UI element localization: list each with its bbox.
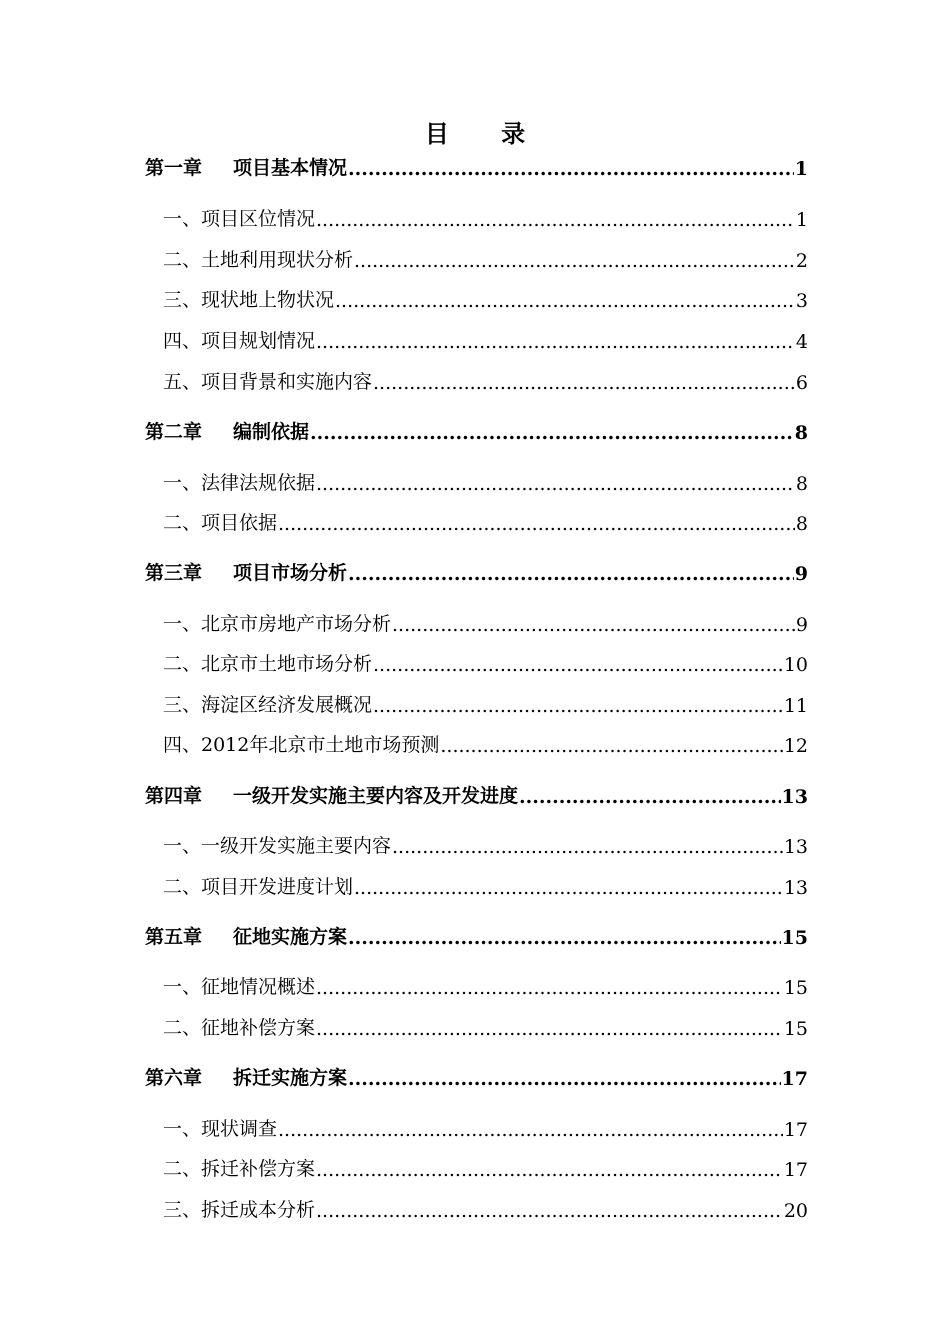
dot-leader [316,977,783,999]
toc-section[interactable] [163,244,808,272]
section-title: 二、北京市土地市场分析 [163,653,373,675]
section-title: 三、拆迁成本分析 [163,1199,316,1221]
page-number: 8 [794,422,808,444]
section-title: 一、北京市房地产市场分析 [163,613,392,635]
page-number: 17 [781,1068,808,1090]
dot-leader [373,372,795,394]
toc-section[interactable] [163,729,808,757]
dot-leader [373,654,783,676]
toc-chapter-1[interactable] [145,152,808,180]
page-number: 4 [795,331,808,353]
section-title: 三、现状地上物状况 [163,289,335,311]
toc-title: 目 录 [424,119,548,148]
dot-leader [316,331,795,353]
dot-leader [278,1119,783,1141]
toc-section[interactable] [163,467,808,495]
toc-chapter-3[interactable] [145,557,808,585]
toc-section[interactable] [163,1012,808,1040]
chapter-title: 征地实施方案 [233,926,348,948]
page-number: 13 [783,877,808,899]
page-number: 10 [783,654,808,676]
dot-leader [519,786,781,808]
page-number: 13 [781,786,808,808]
dot-leader [354,877,783,899]
page-number: 17 [783,1159,808,1181]
page-number: 12 [783,735,808,757]
toc-chapter-2[interactable] [145,416,808,444]
page-number: 13 [783,836,808,858]
page-number: 1 [794,158,808,180]
toc-section[interactable] [163,871,808,899]
page-number: 15 [781,927,808,949]
chapter-number: 第六章 [145,1067,203,1089]
dot-leader [316,473,795,495]
toc-section[interactable] [163,507,808,535]
section-title: 二、土地利用现状分析 [163,249,354,271]
dot-leader [316,1018,783,1040]
toc-chapter-5[interactable] [145,921,808,949]
page-number: 8 [795,513,808,535]
chapter-number: 第一章 [145,157,203,179]
toc-section[interactable] [163,1113,808,1141]
dot-leader [310,422,794,444]
page-number: 17 [783,1119,808,1141]
chapter-number: 第三章 [145,562,203,584]
dot-leader [392,614,795,636]
dot-leader [392,836,783,858]
dot-leader [316,1200,783,1222]
section-title: 五、项目背景和实施内容 [163,371,373,393]
page-number: 3 [795,290,808,312]
toc-section[interactable] [163,366,808,394]
toc-chapter-4[interactable] [145,780,808,808]
page-number: 15 [783,977,808,999]
section-title: 四、2012年北京市土地市场预测 [163,734,440,756]
section-title: 一、征地情况概述 [163,976,316,998]
chapter-title: 一级开发实施主要内容及开发进度 [233,785,519,807]
toc-section[interactable] [163,971,808,999]
section-title: 二、项目开发进度计划 [163,876,354,898]
chapter-number: 第四章 [145,785,203,807]
chapter-title: 拆迁实施方案 [233,1067,348,1089]
toc-section[interactable] [163,203,808,231]
page-number: 2 [795,250,808,272]
dot-leader [278,513,795,535]
dot-leader [316,1159,783,1181]
toc-chapter-6[interactable] [145,1062,808,1090]
dot-leader [335,290,795,312]
page-number: 15 [783,1018,808,1040]
section-title: 一、法律法规依据 [163,472,316,494]
section-title: 四、项目规划情况 [163,330,316,352]
page-number: 9 [794,563,808,585]
toc-section[interactable] [163,325,808,353]
page-number: 9 [795,614,808,636]
chapter-number: 第二章 [145,421,203,443]
section-title: 二、征地补偿方案 [163,1017,316,1039]
toc-section[interactable] [163,830,808,858]
dot-leader [348,158,794,180]
chapter-title: 编制依据 [233,421,310,443]
dot-leader [348,563,794,585]
toc-section[interactable] [163,689,808,717]
page-number: 8 [795,473,808,495]
toc-section[interactable] [163,608,808,636]
chapter-title: 项目市场分析 [233,562,348,584]
dot-leader [354,250,795,272]
section-title: 一、现状调查 [163,1118,278,1140]
section-title: 二、项目依据 [163,512,278,534]
toc-section[interactable] [163,648,808,676]
chapter-number: 第五章 [145,926,203,948]
page-number: 1 [795,209,808,231]
section-title: 三、海淀区经济发展概况 [163,694,373,716]
chapter-title: 项目基本情况 [233,157,348,179]
toc-section[interactable] [163,284,808,312]
dot-leader [348,1068,781,1090]
dot-leader [373,695,783,717]
toc-section[interactable] [163,1194,808,1222]
page-number: 11 [783,695,808,717]
toc-section[interactable] [163,1153,808,1181]
section-title: 二、拆迁补偿方案 [163,1158,316,1180]
page-number: 20 [783,1200,808,1222]
dot-leader [348,927,781,949]
section-title: 一、一级开发实施主要内容 [163,835,392,857]
dot-leader [440,735,782,757]
page-number: 6 [795,372,808,394]
dot-leader [316,209,795,231]
section-title: 一、项目区位情况 [163,208,316,230]
